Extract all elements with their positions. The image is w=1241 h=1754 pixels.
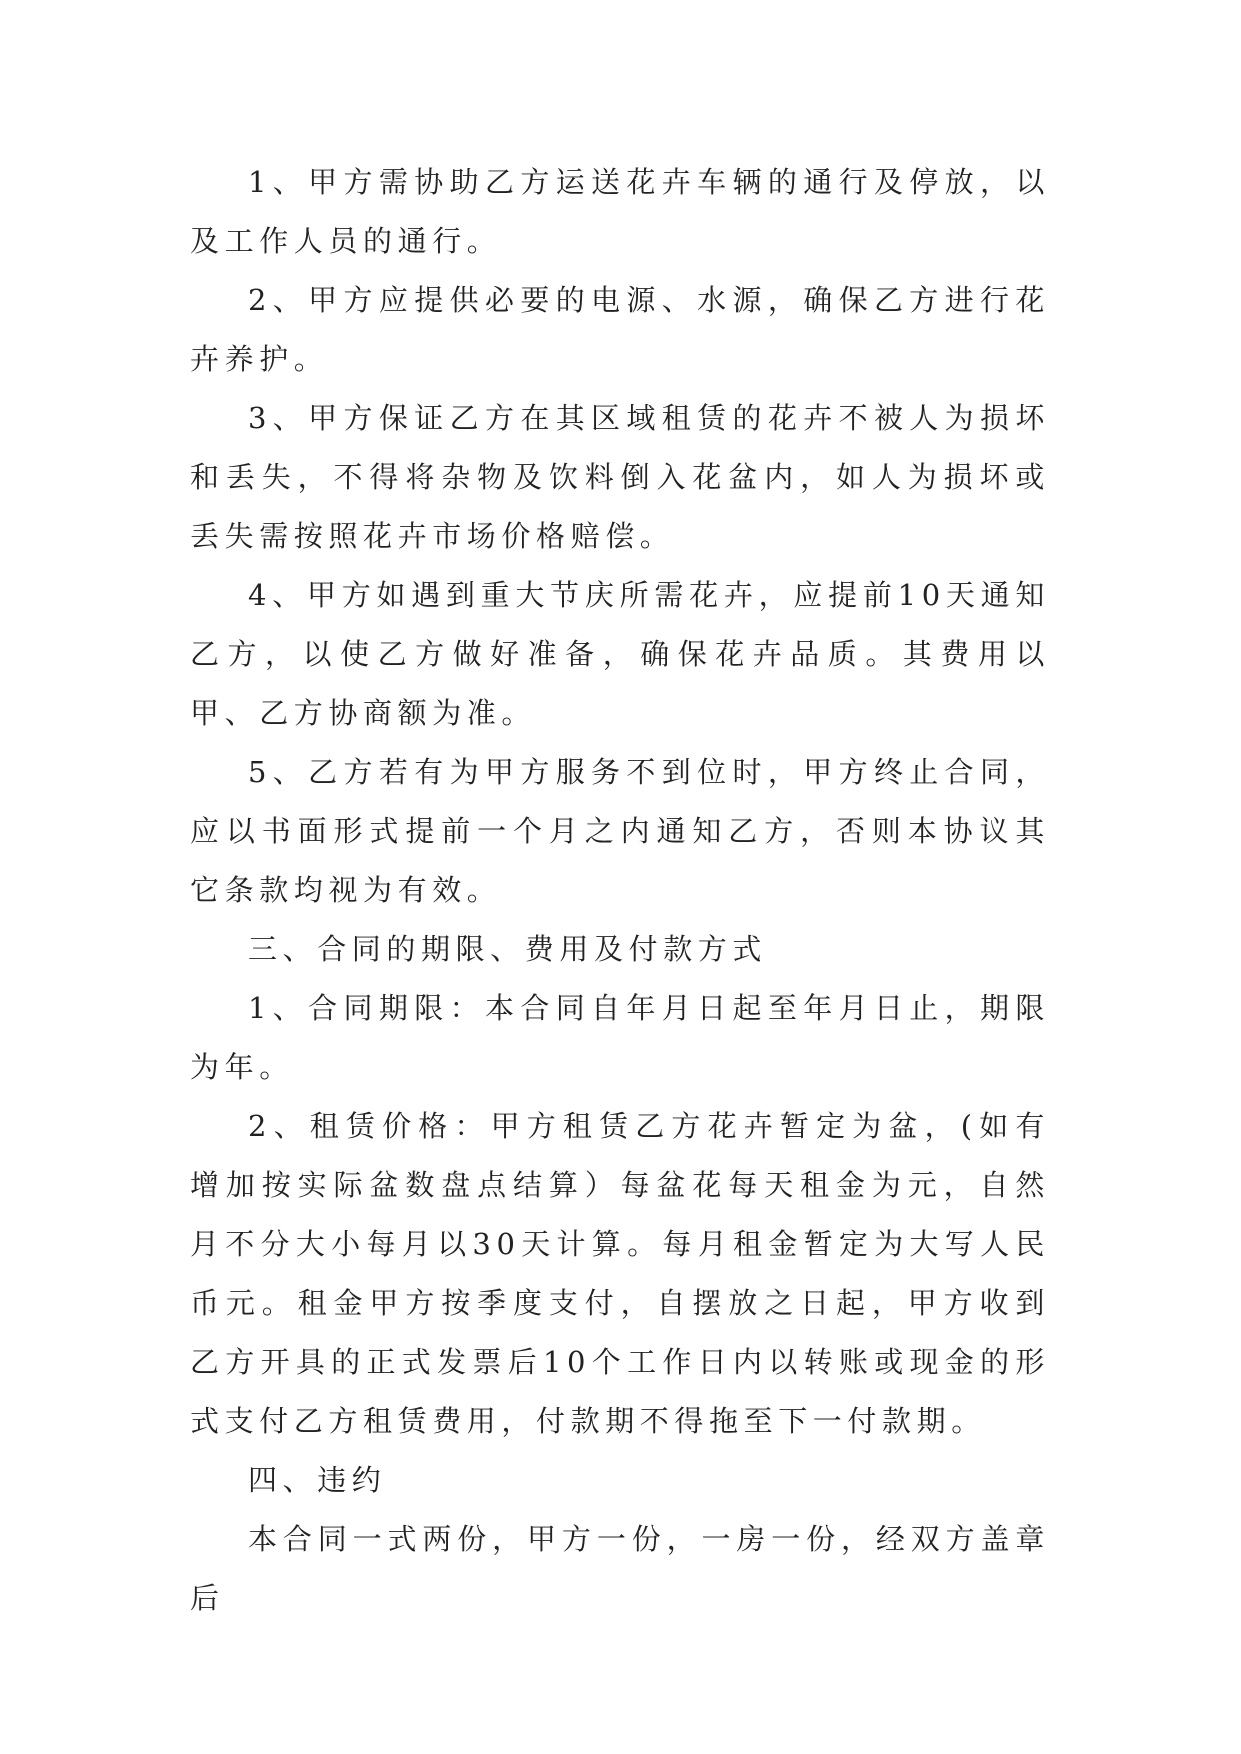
- clause-paragraph: 1、合同期限：本合同自年月日起至年月日止，期限为年。: [190, 991, 1050, 1084]
- section-heading: 三、合同的期限、费用及付款方式: [248, 932, 768, 966]
- clause-paragraph: 1、甲方需协助乙方运送花卉车辆的通行及停放，以及工作人员的通行。: [190, 165, 1050, 258]
- clause-paragraph: 5、乙方若有为甲方服务不到位时，甲方终止合同，应以书面形式提前一个月之内通知乙方，否则本协议其它条款均视为有效。: [190, 755, 1050, 907]
- clause-paragraph: 3、甲方保证乙方在其区域租赁的花卉不被人为损坏和丢失，不得将杂物及饮料倒入花盆内，如人为损坏或丢失需按照花卉市场价格赔偿。: [190, 401, 1050, 553]
- clause-paragraph: 本合同一式两份，甲方一份，一房一份，经双方盖章后: [190, 1522, 1050, 1615]
- section-heading: 四、违约: [248, 1463, 387, 1497]
- clause-paragraph: 2、甲方应提供必要的电源、水源，确保乙方进行花卉养护。: [190, 283, 1050, 376]
- document-page: [190, 153, 1050, 1628]
- clause-paragraph: 4、甲方如遇到重大节庆所需花卉，应提前10天通知乙方，以使乙方做好准备，确保花卉品质。其费用以甲、乙方协商额为准。: [190, 578, 1050, 730]
- clause-paragraph: 2、租赁价格：甲方租赁乙方花卉暂定为盆，(如有增加按实际盆数盘点结算）每盆花每天租金为元，自然月不分大小每月以30天计算。每月租金暂定为大写人民币元。租金甲方按季度支付，自摆放之日起，甲方收到乙方开具的正式发票后10个工作日内以转账或现金的形式支付乙方租赁费用，付款期不得拖至下一付款期。: [190, 1109, 1050, 1438]
